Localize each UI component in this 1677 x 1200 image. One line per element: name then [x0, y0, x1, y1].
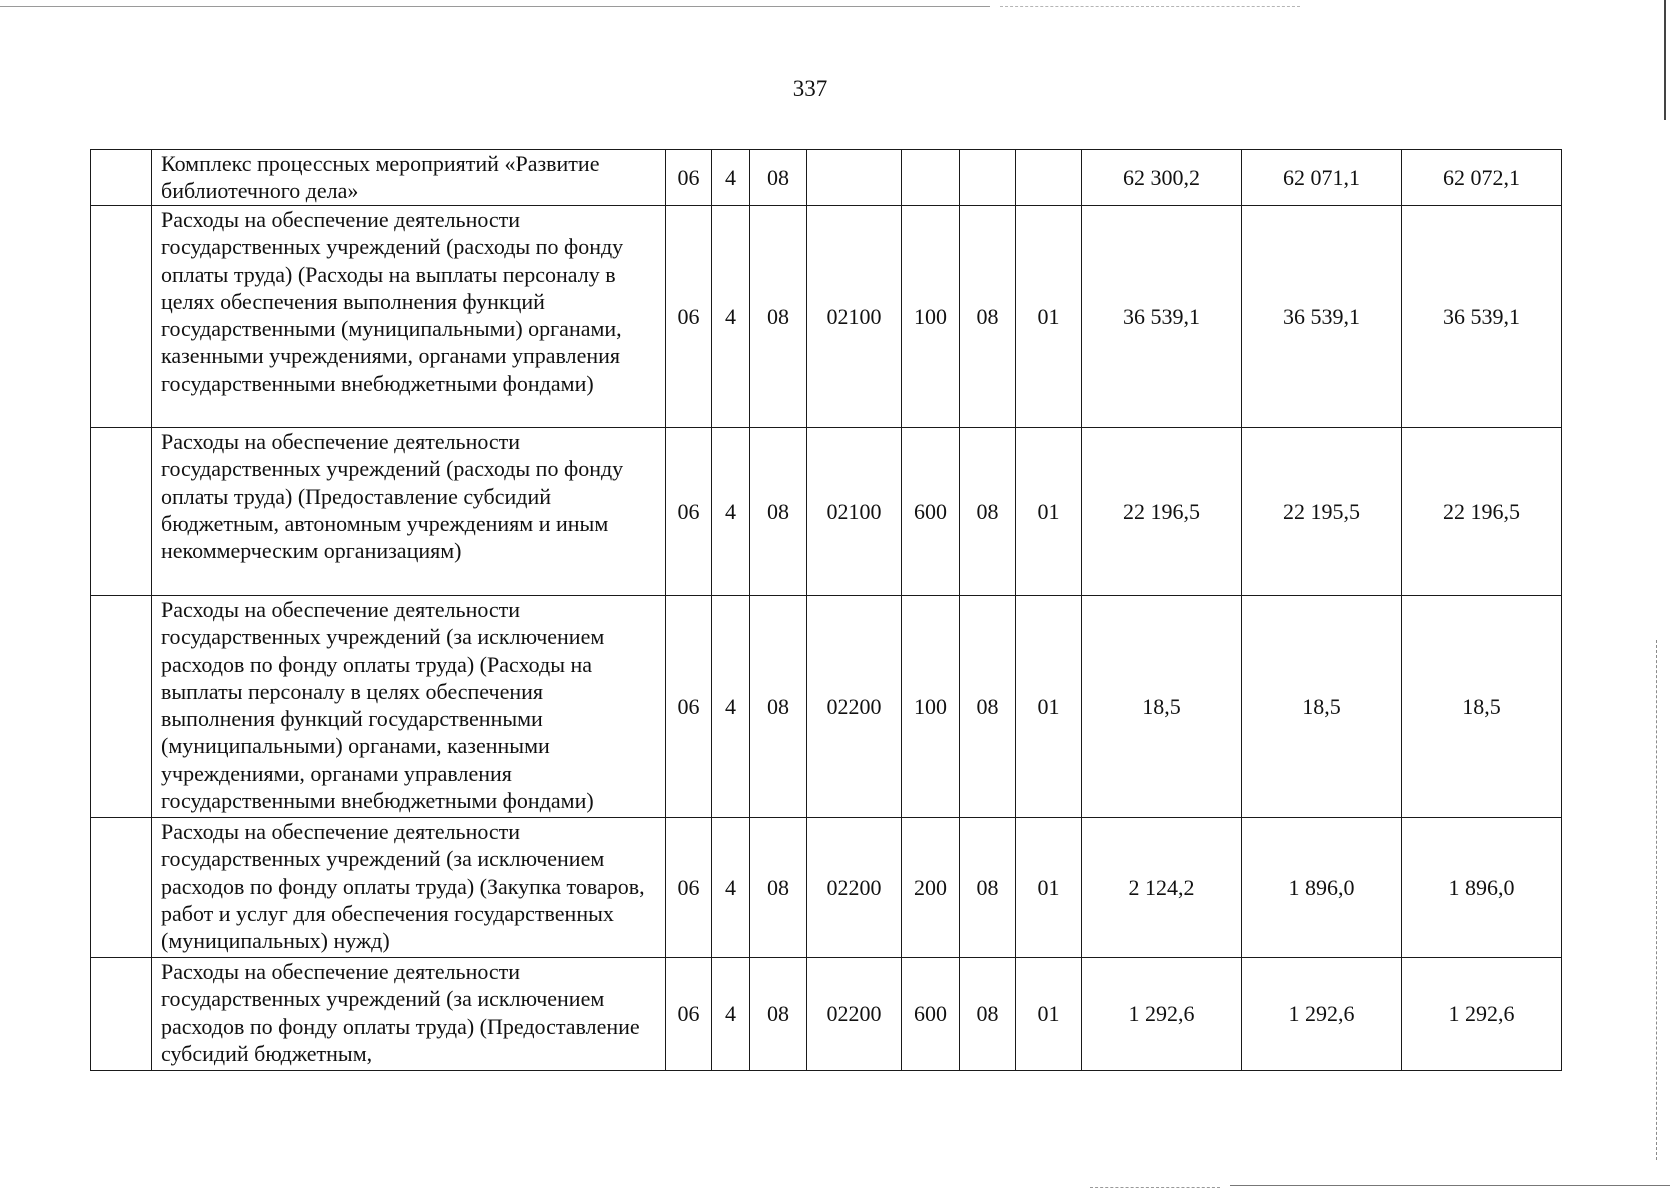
code-program: 4: [712, 206, 750, 428]
table-row: [91, 428, 1562, 596]
scan-top-edge-dash: [1000, 6, 1300, 7]
scan-right-edge-line: [1664, 0, 1666, 120]
table-row: [91, 206, 1562, 428]
code-direction: 02200: [807, 596, 902, 818]
row-description: Расходы на обеспечение деятельности государственных учреждений (за исключением расходов по фонду оплаты труда) (Расходы на выплаты персоналу в целях обеспечения выполнения функций государственными (муниципальными) органами, казенными учреждениями, органами управления государственными внебюджетными фондами): [152, 596, 666, 818]
code-subsection: 01: [1016, 818, 1082, 958]
code-subprogram: 08: [750, 818, 807, 958]
value-year-3: 1 292,6: [1402, 958, 1562, 1071]
value-year-1: 22 196,5: [1082, 428, 1242, 596]
value-year-2: 1 292,6: [1242, 958, 1402, 1071]
row-number-cell: [91, 150, 152, 206]
code-section: [960, 150, 1016, 206]
code-ministry: 06: [666, 206, 712, 428]
code-program: 4: [712, 428, 750, 596]
code-expense-type: [902, 150, 960, 206]
row-number-cell: [91, 958, 152, 1071]
row-description: Расходы на обеспечение деятельности государственных учреждений (расходы по фонду оплаты труда) (Предоставление субсидий бюджетным, автономным учреждениям и иным некоммерческим организациям): [152, 428, 666, 596]
code-expense-type: 600: [902, 428, 960, 596]
value-year-2: 18,5: [1242, 596, 1402, 818]
scan-top-edge-line: [0, 6, 990, 7]
code-direction: 02200: [807, 818, 902, 958]
code-section: 08: [960, 958, 1016, 1071]
value-year-3: 18,5: [1402, 596, 1562, 818]
code-program: 4: [712, 958, 750, 1071]
row-description: Расходы на обеспечение деятельности государственных учреждений (расходы по фонду оплаты труда) (Расходы на выплаты персоналу в целях обеспечения выполнения функций государственными (муниципальными) органами, казенными учреждениями, органами управления государственными внебюджетными фондами): [152, 206, 666, 428]
code-subsection: [1016, 150, 1082, 206]
value-year-2: 62 071,1: [1242, 150, 1402, 206]
code-expense-type: 600: [902, 958, 960, 1071]
table-row: [91, 596, 1562, 818]
code-ministry: 06: [666, 596, 712, 818]
scan-bottom-edge-line: [1230, 1185, 1670, 1186]
value-year-1: 62 300,2: [1082, 150, 1242, 206]
code-ministry: 06: [666, 818, 712, 958]
code-expense-type: 100: [902, 596, 960, 818]
value-year-3: 62 072,1: [1402, 150, 1562, 206]
page-number: 337: [792, 76, 828, 101]
value-year-1: 18,5: [1082, 596, 1242, 818]
table-row: [91, 150, 1562, 206]
row-number-cell: [91, 428, 152, 596]
code-direction: 02100: [807, 206, 902, 428]
value-year-2: 36 539,1: [1242, 206, 1402, 428]
code-section: 08: [960, 206, 1016, 428]
code-subsection: 01: [1016, 428, 1082, 596]
scan-bottom-edge-dash: [1090, 1187, 1220, 1188]
code-expense-type: 200: [902, 818, 960, 958]
value-year-2: 1 896,0: [1242, 818, 1402, 958]
code-ministry: 06: [666, 150, 712, 206]
scan-right-edge-dash: [1656, 640, 1657, 1160]
row-number-cell: [91, 206, 152, 428]
code-subsection: 01: [1016, 958, 1082, 1071]
value-year-2: 22 195,5: [1242, 428, 1402, 596]
table-row: [91, 958, 1562, 1071]
row-description: Расходы на обеспечение деятельности государственных учреждений (за исключением расходов по фонду оплаты труда) (Закупка товаров, работ и услуг для обеспечения государственных (муниципальных) нужд): [152, 818, 666, 958]
code-ministry: 06: [666, 428, 712, 596]
value-year-1: 1 292,6: [1082, 958, 1242, 1071]
code-subprogram: 08: [750, 428, 807, 596]
value-year-3: 1 896,0: [1402, 818, 1562, 958]
value-year-3: 22 196,5: [1402, 428, 1562, 596]
code-expense-type: 100: [902, 206, 960, 428]
value-year-1: 36 539,1: [1082, 206, 1242, 428]
code-section: 08: [960, 428, 1016, 596]
row-description: Расходы на обеспечение деятельности государственных учреждений (за исключением расходов по фонду оплаты труда) (Предоставление субсидий бюджетным,: [152, 958, 666, 1071]
code-program: 4: [712, 150, 750, 206]
code-subsection: 01: [1016, 206, 1082, 428]
code-subprogram: 08: [750, 150, 807, 206]
row-number-cell: [91, 596, 152, 818]
code-direction: 02200: [807, 958, 902, 1071]
budget-table: [90, 149, 1562, 1071]
code-direction: 02100: [807, 428, 902, 596]
code-program: 4: [712, 596, 750, 818]
row-number-cell: [91, 818, 152, 958]
value-year-3: 36 539,1: [1402, 206, 1562, 428]
code-subprogram: 08: [750, 596, 807, 818]
code-section: 08: [960, 596, 1016, 818]
code-subsection: 01: [1016, 596, 1082, 818]
code-section: 08: [960, 818, 1016, 958]
code-ministry: 06: [666, 958, 712, 1071]
code-subprogram: 08: [750, 206, 807, 428]
table-row: [91, 818, 1562, 958]
value-year-1: 2 124,2: [1082, 818, 1242, 958]
code-direction: [807, 150, 902, 206]
code-program: 4: [712, 818, 750, 958]
row-description: Комплекс процессных мероприятий «Развитие библиотечного дела»: [152, 150, 666, 206]
code-subprogram: 08: [750, 958, 807, 1071]
